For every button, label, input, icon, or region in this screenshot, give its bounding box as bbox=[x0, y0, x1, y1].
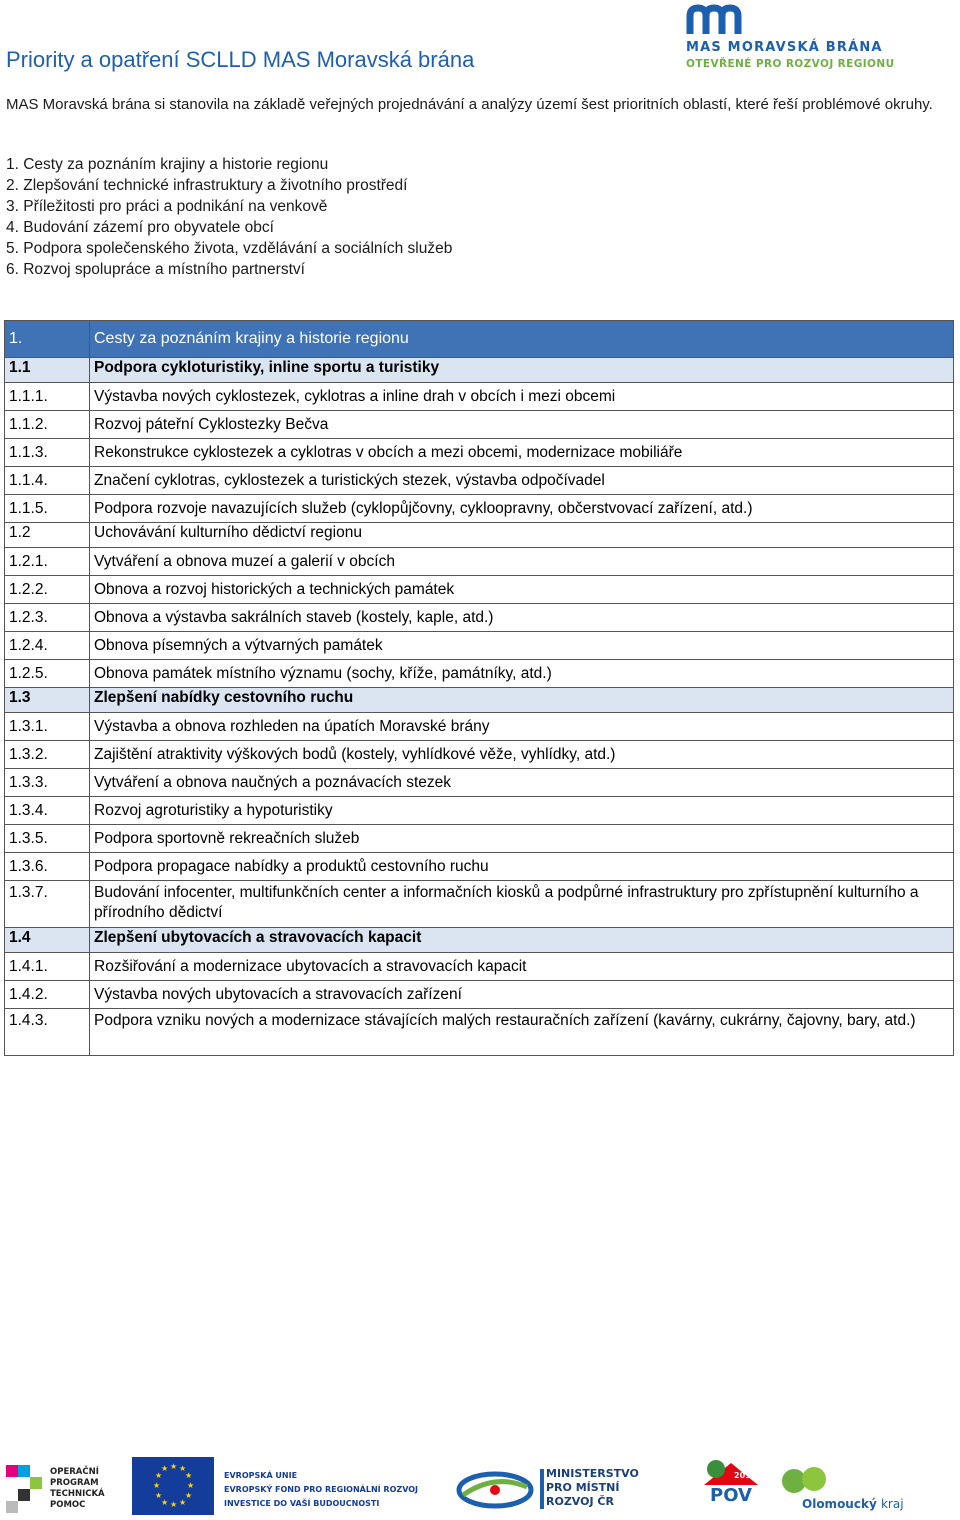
header-title: Cesty za poznáním krajiny a historie regionu bbox=[90, 321, 954, 358]
row-number: 1.1.3. bbox=[5, 439, 90, 467]
svg-text:★: ★ bbox=[155, 1491, 163, 1500]
eu-flag-icon bbox=[132, 1457, 214, 1515]
svg-text:★: ★ bbox=[179, 1464, 187, 1473]
eu-line: EVROPSKÝ FOND PRO REGIONÁLNÍ ROZVOJ bbox=[224, 1485, 419, 1494]
table-header-row bbox=[5, 321, 954, 358]
table-row bbox=[5, 576, 954, 604]
table-row bbox=[5, 853, 954, 881]
priority-item: 2. Zlepšování technické infrastruktury a životního prostředí bbox=[6, 177, 408, 194]
row-number: 1.4.2. bbox=[5, 981, 90, 1009]
svg-text:★: ★ bbox=[185, 1491, 193, 1500]
op-tp-line: POMOC bbox=[50, 1500, 86, 1510]
priority-item: 5. Podpora společenského života, vzdělávání a sociálních služeb bbox=[6, 240, 453, 257]
row-text: Výstavba nových ubytovacích a stravovacích zařízení bbox=[90, 981, 954, 1009]
row-number: 1.3.1. bbox=[5, 713, 90, 741]
row-number: 1.1.5. bbox=[5, 495, 90, 523]
row-text: Rozvoj agroturistiky a hypoturistiky bbox=[90, 797, 954, 825]
table-row bbox=[5, 825, 954, 853]
svg-text:★: ★ bbox=[170, 1462, 178, 1471]
row-number: 1.4.1. bbox=[5, 953, 90, 981]
row-number: 1.3.3. bbox=[5, 769, 90, 797]
priority-list bbox=[6, 154, 452, 280]
row-number: 1.2.4. bbox=[5, 632, 90, 660]
row-text: Obnova a rozvoj historických a technických památek bbox=[90, 576, 954, 604]
svg-text:★: ★ bbox=[161, 1498, 169, 1507]
table-row bbox=[5, 439, 954, 467]
table-row bbox=[5, 769, 954, 797]
table-row bbox=[5, 548, 954, 576]
row-text: Obnova památek místního významu (sochy, kříže, památníky, atd.) bbox=[90, 660, 954, 688]
table-row bbox=[5, 495, 954, 523]
svg-text:★: ★ bbox=[179, 1498, 187, 1507]
row-text: Výstavba nových cyklostezek, cyklotras a inline drah v obcích i mezi obcemi bbox=[90, 383, 954, 411]
priority-item: 3. Příležitosti pro práci a podnikání na venkově bbox=[6, 198, 328, 215]
table-row bbox=[5, 981, 954, 1009]
mas-logo-name: MAS MORAVSKÁ BRÁNA bbox=[686, 40, 883, 55]
table-row bbox=[5, 660, 954, 688]
svg-text:★: ★ bbox=[155, 1471, 163, 1480]
row-text: Podpora sportovně rekreačních služeb bbox=[90, 825, 954, 853]
table-row bbox=[5, 713, 954, 741]
row-text: Obnova a výstavba sakrálních staveb (kostely, kaple, atd.) bbox=[90, 604, 954, 632]
row-text: Zlepšení ubytovacích a stravovacích kapacit bbox=[90, 928, 954, 953]
row-number: 1.3.6. bbox=[5, 853, 90, 881]
svg-text:★: ★ bbox=[153, 1481, 161, 1490]
svg-text:★: ★ bbox=[170, 1500, 178, 1509]
row-text: Výstavba a obnova rozhleden na úpatích Moravské brány bbox=[90, 713, 954, 741]
row-number: 1.3.7. bbox=[5, 881, 90, 928]
table-row-section bbox=[5, 688, 954, 713]
mmr-line: ROZVOJ ČR bbox=[546, 1495, 614, 1508]
olomoucky-word: Olomoucký bbox=[802, 1497, 877, 1511]
olomoucky-kraj-mark-icon bbox=[780, 1465, 830, 1495]
row-number: 1.2.3. bbox=[5, 604, 90, 632]
svg-text:★: ★ bbox=[187, 1481, 195, 1490]
row-text: Vytváření a obnova muzeí a galerií v obcích bbox=[90, 548, 954, 576]
op-tp-line: OPERAČNÍ bbox=[50, 1467, 99, 1477]
pov-year: 2013 bbox=[734, 1471, 757, 1480]
table-row bbox=[5, 411, 954, 439]
table-row bbox=[5, 1009, 954, 1056]
table-row bbox=[5, 881, 954, 928]
row-text: Podpora propagace nabídky a produktů cestovního ruchu bbox=[90, 853, 954, 881]
measures-table bbox=[4, 320, 954, 1056]
table-row bbox=[5, 467, 954, 495]
row-number: 1.3.2. bbox=[5, 741, 90, 769]
row-text: Značení cyklotras, cyklostezek a turistických stezek, výstavba odpočívadel bbox=[90, 467, 954, 495]
czech-region-swoosh-icon bbox=[455, 1465, 535, 1515]
row-number: 1.3.4. bbox=[5, 797, 90, 825]
row-text: Rekonstrukce cyklostezek a cyklotras v obcích a mezi obcemi, modernizace mobiliáře bbox=[90, 439, 954, 467]
row-number: 1.1.2. bbox=[5, 411, 90, 439]
mmr-line: PRO MÍSTNÍ bbox=[546, 1481, 620, 1494]
row-text: Uchovávání kulturního dědictví regionu bbox=[90, 523, 954, 548]
priority-item: 6. Rozvoj spolupráce a místního partnerství bbox=[6, 261, 305, 278]
intro-paragraph: MAS Moravská brána si stanovila na základě veřejných projednávání a analýzy území šest prioritních oblastí, které řeší problémové okruhy. bbox=[6, 96, 933, 113]
row-number: 1.2.1. bbox=[5, 548, 90, 576]
mmr-mark-icon bbox=[540, 1469, 544, 1509]
olomoucky-kraj-logo bbox=[780, 1465, 930, 1515]
mas-logo bbox=[686, 2, 916, 74]
row-text: Vytváření a obnova naučných a poznávacích stezek bbox=[90, 769, 954, 797]
row-number: 1.3 bbox=[5, 688, 90, 713]
priority-item: 4. Budování zázemí pro obyvatele obcí bbox=[6, 219, 274, 236]
table-row bbox=[5, 953, 954, 981]
row-text: Budování infocenter, multifunkčních center a informačních kiosků a podpůrné infrastruktury pro zpřístupnění kulturního a přírodního dědictví bbox=[90, 881, 954, 928]
row-number: 1.4 bbox=[5, 928, 90, 953]
mas-logo-tagline: OTEVŘENÉ PRO ROZVOJ REGIONU bbox=[686, 58, 895, 70]
eu-line: INVESTICE DO VAŠÍ BUDOUCNOSTI bbox=[224, 1499, 380, 1508]
row-number: 1.2.2. bbox=[5, 576, 90, 604]
svg-text:★: ★ bbox=[161, 1464, 169, 1473]
page-title: Priority a opatření SCLLD MAS Moravská brána bbox=[6, 47, 475, 72]
row-text: Zlepšení nabídky cestovního ruchu bbox=[90, 688, 954, 713]
row-text: Podpora vzniku nových a modernizace stávajících malých restauračních zařízení (kavárny, cukrárny, čajovny, bary, atd.) bbox=[90, 1009, 954, 1056]
row-text: Podpora rozvoje navazujících služeb (cyklopůjčovny, cykloopravny, občerstvovací zařízení, atd.) bbox=[90, 495, 954, 523]
funding-logos-footer bbox=[0, 1455, 960, 1520]
header-number: 1. bbox=[5, 321, 90, 358]
row-number: 1.1.4. bbox=[5, 467, 90, 495]
op-tp-line: PROGRAM bbox=[50, 1478, 99, 1488]
mmr-logo bbox=[540, 1467, 660, 1515]
table-row bbox=[5, 632, 954, 660]
pov-label: POV bbox=[710, 1485, 752, 1506]
row-number: 1.2.5. bbox=[5, 660, 90, 688]
op-tp-line: TECHNICKÁ bbox=[50, 1489, 105, 1499]
row-number: 1.1 bbox=[5, 358, 90, 383]
row-text: Rozšiřování a modernizace ubytovacích a stravovacích kapacit bbox=[90, 953, 954, 981]
kraj-word: kraj bbox=[880, 1497, 904, 1511]
row-text: Podpora cykloturistiky, inline sportu a turistiky bbox=[90, 358, 954, 383]
pov-logo bbox=[700, 1457, 762, 1515]
table-row bbox=[5, 741, 954, 769]
table-row bbox=[5, 604, 954, 632]
row-number: 1.4.3. bbox=[5, 1009, 90, 1056]
table-row-section bbox=[5, 358, 954, 383]
mas-logo-mark-icon bbox=[686, 2, 746, 36]
row-text: Zajištění atraktivity výškových bodů (kostely, vyhlídkové věže, vyhlídky, atd.) bbox=[90, 741, 954, 769]
row-number: 1.3.5. bbox=[5, 825, 90, 853]
eu-logo bbox=[132, 1457, 432, 1517]
eu-line: EVROPSKÁ UNIE bbox=[224, 1471, 298, 1480]
mmr-line: MINISTERSTVO bbox=[546, 1467, 639, 1480]
row-text: Obnova písemných a výtvarných památek bbox=[90, 632, 954, 660]
table-row bbox=[5, 383, 954, 411]
op-tp-mark-icon bbox=[6, 1465, 44, 1513]
op-tp-logo bbox=[6, 1465, 118, 1517]
row-number: 1.1.1. bbox=[5, 383, 90, 411]
svg-text:★: ★ bbox=[185, 1471, 193, 1480]
table-row bbox=[5, 797, 954, 825]
priority-item: 1. Cesty za poznáním krajiny a historie regionu bbox=[6, 156, 329, 173]
table-row-section bbox=[5, 523, 954, 548]
table-row-section bbox=[5, 928, 954, 953]
row-number: 1.2 bbox=[5, 523, 90, 548]
row-text: Rozvoj páteřní Cyklostezky Bečva bbox=[90, 411, 954, 439]
